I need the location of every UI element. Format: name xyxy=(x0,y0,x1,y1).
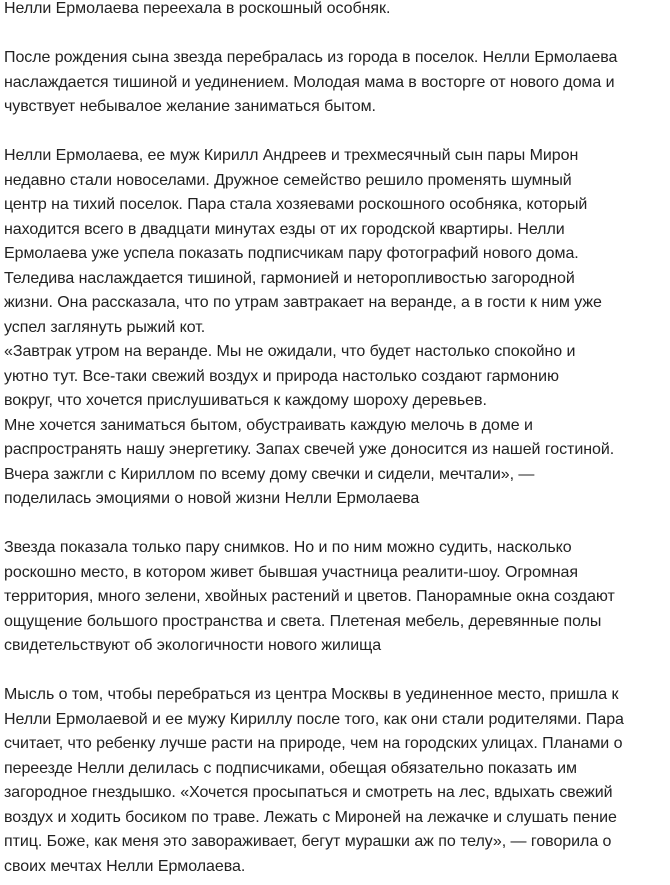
paragraph-line: жизни. Она рассказала, что по утрам завтракает на веранде, а в гости к ним уже xyxy=(4,294,602,311)
paragraph-line: воздух и ходить босиком по траве. Лежать с Мироней на лежачке и слушать пение xyxy=(4,808,617,826)
paragraph-line: наслаждается тишиной и уединением. Молодая мама в восторге от нового дома и xyxy=(4,73,615,91)
paragraph-line: «Завтрак утром на веранде. Мы не ожидали, что будет настолько спокойно и xyxy=(4,343,576,360)
paragraph-line: считает, что ребенку лучше расти на природе, чем на городских улицах. Планами о xyxy=(4,735,623,752)
paragraph-line: переезде Нелли делилась с подписчиками, обещая обязательно показать им xyxy=(4,759,577,777)
paragraph-line: загородное гнездышко. «Хочется просыпаться и смотреть на лес, вдыхать свежий xyxy=(4,784,613,801)
paragraph-line: свидетельствуют об экологичности нового жилища xyxy=(4,637,382,654)
paragraph-line: ощущение большого пространства и света. Плетеная мебель, деревянные полы xyxy=(4,612,602,630)
paragraph-line: Вчера зажгли с Кириллом по всему дому свечки и сидели, мечтали», — xyxy=(4,465,535,483)
paragraph-line: уютно тут. Все-таки свежий воздух и природа настолько создают гармонию xyxy=(4,367,559,385)
paragraph-line: территория, много зелени, хвойных растений и цветов. Панорамные окна создают xyxy=(4,588,615,605)
paragraph-line: поделилась эмоциями о новой жизни Нелли Ермолаева xyxy=(4,490,420,507)
paragraph-line: роскошно место, в котором живет бывшая участница реалити-шоу. Огромная xyxy=(4,563,579,581)
paragraph-line: вокруг, что хочется прислушиваться к каждому шороху деревьев. xyxy=(4,392,487,409)
paragraph-line: чувствует небывалое желание заниматься бытом. xyxy=(4,98,376,115)
article-paragraph xyxy=(4,536,666,659)
paragraph-line: находится всего в двадцати минутах езды от их городской квартиры. Нелли xyxy=(4,220,565,238)
paragraph-line: Нелли Ермолаевой и ее мужу Кириллу после того, как они стали родителями. Пара xyxy=(4,710,624,728)
paragraph-line: После рождения сына звезда перебралась из города в поселок. Нелли Ермолаева xyxy=(4,49,618,66)
article-headline-paragraph xyxy=(4,0,666,22)
paragraph-line: Нелли Ермолаева переехала в роскошный особняк. xyxy=(4,0,391,17)
paragraph-line: распространять нашу энергетику. Запах свечей уже доносится из нашей гостиной. xyxy=(4,441,615,458)
paragraph-line: центр на тихий поселок. Пара стала хозяевами роскошного особняка, который xyxy=(4,196,588,213)
paragraph-line: недавно стали новоселами. Дружное семейство решило променять шумный xyxy=(4,171,572,189)
paragraph-line: Теледива наслаждается тишиной, гармонией и неторопливостью загородной xyxy=(4,269,575,287)
paragraph-line: Звезда показала только пару снимков. Но и по ним можно судить, насколько xyxy=(4,539,572,556)
paragraph-line: Нелли Ермолаева, ее муж Кирилл Андреев и трехмесячный сын пары Мирон xyxy=(4,147,579,164)
paragraph-line: успел заглянуть рыжий кот. xyxy=(4,318,206,336)
article-paragraph xyxy=(4,144,666,512)
paragraph-line: Мне хочется заниматься бытом, обустраивать каждую мелочь в доме и xyxy=(4,416,533,434)
paragraph-line: птиц. Боже, как меня это завораживает, бегут мурашки аж по телу», — говорила о xyxy=(4,833,612,850)
paragraph-line: Мысль о том, чтобы перебраться из центра Москвы в уединенное место, пришла к xyxy=(4,686,619,703)
article-paragraph xyxy=(4,683,666,879)
paragraph-line: Ермолаева уже успела показать подписчикам пару фотографий нового дома. xyxy=(4,245,579,262)
article-paragraph xyxy=(4,46,666,120)
paragraph-line: своих мечтах Нелли Ермолаева. xyxy=(4,857,246,875)
